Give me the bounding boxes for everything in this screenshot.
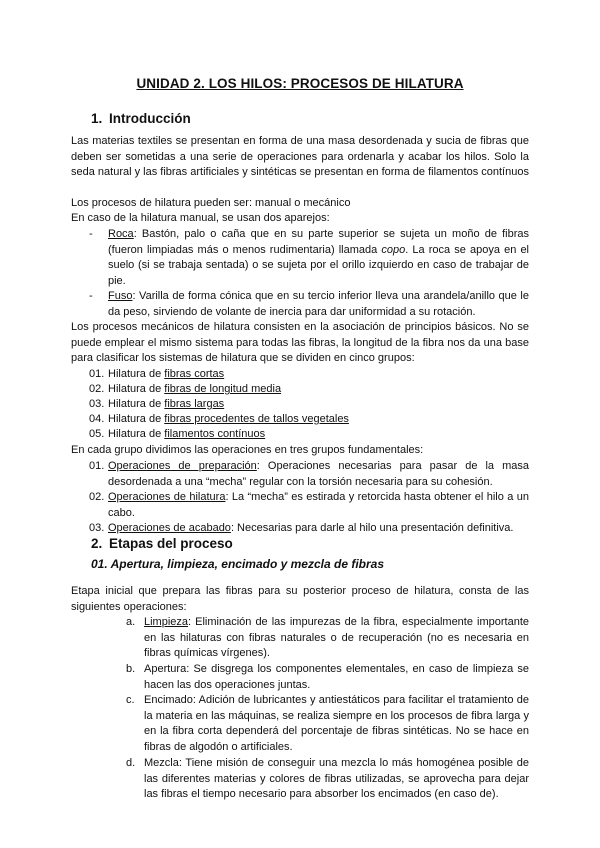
item-number: 02. bbox=[89, 491, 105, 503]
list-item-op-2 bbox=[89, 490, 529, 521]
list-item-limpieza bbox=[126, 615, 529, 662]
item-term: fibras de longitud media bbox=[164, 383, 282, 395]
intro-paragraph-2: Los procesos de hilatura pueden ser: manual o mecánico bbox=[71, 197, 351, 209]
item-term: fibras cortas bbox=[164, 368, 225, 380]
item-text: : Operaciones necesarias para pasar de la masa desordenada a una “mecha” regular con la torsión necesaria para su cohesión. bbox=[108, 460, 529, 488]
list-item-op-1 bbox=[89, 459, 529, 490]
page-title: UNIDAD 2. LOS HILOS: PROCESOS DE HILATURA bbox=[136, 76, 464, 91]
list-item-roca bbox=[89, 227, 529, 289]
section-title: Introducción bbox=[109, 111, 191, 126]
bullet-dash: - bbox=[89, 290, 93, 302]
item-number: 04. bbox=[89, 413, 105, 425]
term-fuso: Fuso bbox=[108, 290, 133, 302]
subsection-heading: 01. Apertura, limpieza, encimado y mezcla de fibras bbox=[91, 557, 384, 571]
item-term: Operaciones de hilatura bbox=[108, 491, 226, 503]
list-item-apertura bbox=[126, 662, 529, 693]
item-text: : Necesarias para darle al hilo una presentación definitiva. bbox=[230, 522, 514, 534]
item-prefix: Hilatura de bbox=[108, 413, 165, 425]
item-letter: d. bbox=[126, 757, 136, 769]
item-letter: b. bbox=[126, 663, 136, 675]
roca-text-a: : Bastón, palo o caña que en su parte superior se sujeta un moño de fibras (fueron limpiadas más o menos rudimentaria) llamada bbox=[108, 228, 529, 256]
list-item-fuso bbox=[89, 289, 529, 320]
item-term: filamentos contínuos bbox=[164, 428, 266, 440]
item-letter: a. bbox=[126, 616, 136, 628]
item-text: Encimado: Adición de lubricantes y antiestáticos para facilitar el tratamiento de la materia en las máquinas, se realiza siempre en los procesos de fibra larga y en la fibra corta dependerá del porcentaje de fibras sintéticas. No se hace en fibras de algodón o artificiales. bbox=[144, 694, 529, 753]
intro-paragraph-5: En cada grupo dividimos las operaciones en tres grupos fundamentales: bbox=[71, 444, 424, 456]
intro-paragraph-1: Las materias textiles se presentan en forma de una masa desordenada y sucia de fibras que deben ser sometidas a una serie de operaciones para ordenarla y acabar los hilos. Solo la seda natural y las fibras artificiales y sintéticas se presentan en forma de filamentos contínuos bbox=[71, 135, 529, 179]
item-text: Mezcla: Tiene misión de conseguir una mezcla lo más homogénea posible de las diferentes materias y colores de fibras utilizadas, se aprovecha para dejar las fibras el tiempo necesario para absorber los encimados (en caso de). bbox=[144, 757, 529, 801]
section-heading-introduccion bbox=[91, 111, 191, 126]
item-number: 05. bbox=[89, 428, 105, 440]
section-title: Etapas del proceso bbox=[109, 536, 233, 551]
list-item bbox=[89, 412, 529, 428]
etapa-paragraph-1: Etapa inicial que prepara las fibras para su posterior proceso de hilatura, consta de las siguientes operaciones: bbox=[71, 585, 529, 613]
list-item bbox=[89, 382, 529, 398]
roca-text-b: . La roca se apoya en el suelo (si se trabaja sentada) o se sujeta por el orillo izquierdo en caso de trabajar de pie. bbox=[108, 243, 529, 287]
list-item bbox=[89, 367, 529, 383]
item-term: fibras largas bbox=[164, 398, 225, 410]
list-item bbox=[89, 397, 529, 413]
item-text: : Eliminación de las impurezas de la fibra, especialmente importante en las hilaturas con fibras naturales o de recuperación (no es necesaria en fibras químicas vírgenes). bbox=[144, 616, 529, 660]
section-number: 2. bbox=[91, 536, 103, 551]
item-prefix: Hilatura de bbox=[108, 428, 165, 440]
item-term: Limpieza bbox=[144, 616, 189, 628]
list-item-op-3 bbox=[89, 521, 529, 537]
section-number: 1. bbox=[91, 111, 103, 126]
fuso-text: : Varilla de forma cónica que en su tercio inferior lleva una arandela/anillo que le da peso, sirviendo de volante de inercia para dar uniformidad a su rotación. bbox=[108, 290, 529, 318]
list-item-mezcla bbox=[126, 756, 529, 803]
item-prefix: Hilatura de bbox=[108, 383, 165, 395]
intro-paragraph-3: En caso de la hilatura manual, se usan dos aparejos: bbox=[71, 212, 330, 224]
item-letter: c. bbox=[126, 694, 135, 706]
item-text: Apertura: Se disgrega los componentes elementales, en caso de limpieza se hacen las dos operaciones juntas. bbox=[144, 663, 529, 691]
section-heading-etapas bbox=[91, 536, 233, 551]
item-prefix: Hilatura de bbox=[108, 368, 165, 380]
item-term: Operaciones de preparación bbox=[108, 460, 257, 472]
item-number: 02. bbox=[89, 383, 105, 395]
item-term: Operaciones de acabado bbox=[108, 522, 231, 534]
item-number: 01. bbox=[89, 368, 105, 380]
item-number: 03. bbox=[89, 398, 105, 410]
item-prefix: Hilatura de bbox=[108, 398, 165, 410]
bullet-dash: - bbox=[89, 228, 93, 240]
item-text: : La “mecha” es estirada y retorcida hasta obtener el hilo a un cabo. bbox=[108, 491, 529, 519]
intro-paragraph-4: Los procesos mecánicos de hilatura consisten en la asociación de principios básicos. No se puede emplear el mismo sistema para todas las fibras, la longitud de la fibra nos da una base para clasificar los sistemas de hilatura que se dividen en cinco grupos: bbox=[71, 321, 529, 365]
term-roca: Roca bbox=[108, 228, 134, 240]
list-item bbox=[89, 427, 529, 443]
item-term: fibras procedentes de tallos vegetales bbox=[164, 413, 349, 425]
roca-copo: copo bbox=[381, 243, 406, 256]
list-item-encimado bbox=[126, 693, 529, 755]
item-number: 01. bbox=[89, 460, 105, 472]
item-number: 03. bbox=[89, 522, 105, 534]
